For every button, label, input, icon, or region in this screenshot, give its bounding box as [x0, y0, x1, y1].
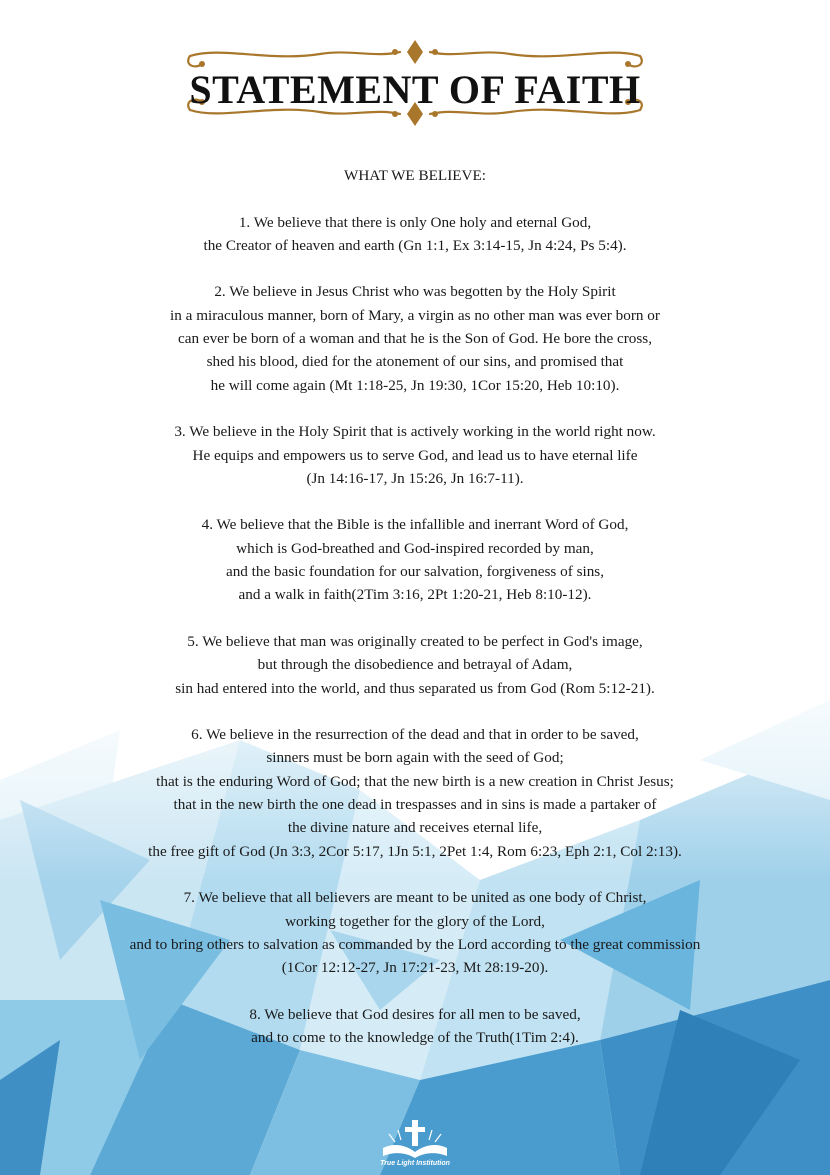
- belief-item: [0, 1003, 830, 1050]
- belief-line: (1Cor 12:12-27, Jn 17:21-23, Mt 28:19-20).: [281, 959, 549, 977]
- belief-line: 5. We believe that man was originally created to be perfect in God's image,: [187, 632, 643, 650]
- belief-line: 4. We believe that the Bible is the infallible and inerrant Word of God,: [201, 516, 629, 534]
- belief-line: working together for the glory of the Lord,: [285, 912, 545, 930]
- faith-statement-body: [0, 164, 830, 1073]
- belief-line: 8. We believe that God desires for all men to be saved,: [249, 1005, 581, 1023]
- belief-line: that is the enduring Word of God; that the new birth is a new creation in Christ Jesus;: [156, 772, 674, 790]
- belief-line: but through the disobedience and betrayal of Adam,: [257, 656, 573, 674]
- belief-line: the divine nature and receives eternal life,: [287, 819, 543, 837]
- belief-item: [0, 420, 830, 490]
- belief-item: [0, 886, 830, 979]
- belief-item: [0, 630, 830, 700]
- belief-line: the free gift of God (Jn 3:3, 2Cor 5:17, 1Jn 5:1, 2Pet 1:4, Rom 6:23, Eph 2:1, Col 2:13).: [148, 842, 682, 860]
- belief-line: (Jn 14:16-17, Jn 15:26, Jn 16:7-11).: [306, 469, 524, 487]
- belief-line: sin had entered into the world, and thus separated us from God (Rom 5:12-21).: [175, 679, 655, 697]
- belief-line: 6. We believe in the resurrection of the dead and that in order to be saved,: [191, 726, 639, 744]
- belief-item: [0, 513, 830, 606]
- belief-line: shed his blood, died for the atonement of our sins, and promised that: [206, 353, 624, 371]
- belief-line: he will come again (Mt 1:18-25, Jn 19:30, 1Cor 15:20, Heb 10:10).: [210, 376, 620, 394]
- belief-line: and to bring others to salvation as commanded by the Lord according to the great commission: [129, 935, 701, 953]
- section-subtitle: WHAT WE BELIEVE:: [343, 167, 486, 184]
- page-title: STATEMENT OF FAITH: [189, 67, 641, 112]
- belief-line: 2. We believe in Jesus Christ who was begotten by the Holy Spirit: [214, 283, 616, 301]
- belief-line: the Creator of heaven and earth (Gn 1:1, Ex 3:14-15, Jn 4:24, Ps 5:4).: [203, 236, 627, 254]
- belief-line: and a walk in faith(2Tim 3:16, 2Pt 1:20-21, Heb 8:10-12).: [238, 586, 592, 604]
- cross-book-icon: [365, 1118, 465, 1162]
- page-header: [0, 38, 830, 128]
- belief-line: in a miraculous manner, born of Mary, a virgin as no other man was ever born or: [170, 306, 660, 324]
- belief-line: 1. We believe that there is only One holy and eternal God,: [238, 213, 592, 231]
- belief-line: can ever be born of a woman and that he is the Son of God. He bore the cross,: [177, 330, 653, 348]
- belief-line: which is God-breathed and God-inspired recorded by man,: [236, 539, 594, 557]
- belief-line: that in the new birth the one dead in trespasses and in sins is made a partaker of: [173, 796, 657, 814]
- belief-item: [0, 723, 830, 863]
- belief-item: [0, 280, 830, 396]
- belief-line: and the basic foundation for our salvation, forgiveness of sins,: [225, 563, 605, 581]
- belief-line: sinners must be born again with the seed of God;: [266, 749, 564, 767]
- institution-logo: [365, 1118, 465, 1170]
- belief-item: [0, 211, 830, 258]
- belief-line: He equips and empowers us to serve God, and lead us to have eternal life: [192, 446, 638, 464]
- belief-line: and to come to the knowledge of the Truth(1Tim 2:4).: [251, 1028, 579, 1046]
- logo-caption: True Light Institution: [380, 1160, 450, 1167]
- belief-line: 7. We believe that all believers are meant to be united as one body of Christ,: [183, 889, 647, 907]
- belief-line: 3. We believe in the Holy Spirit that is actively working in the world right now.: [174, 423, 656, 441]
